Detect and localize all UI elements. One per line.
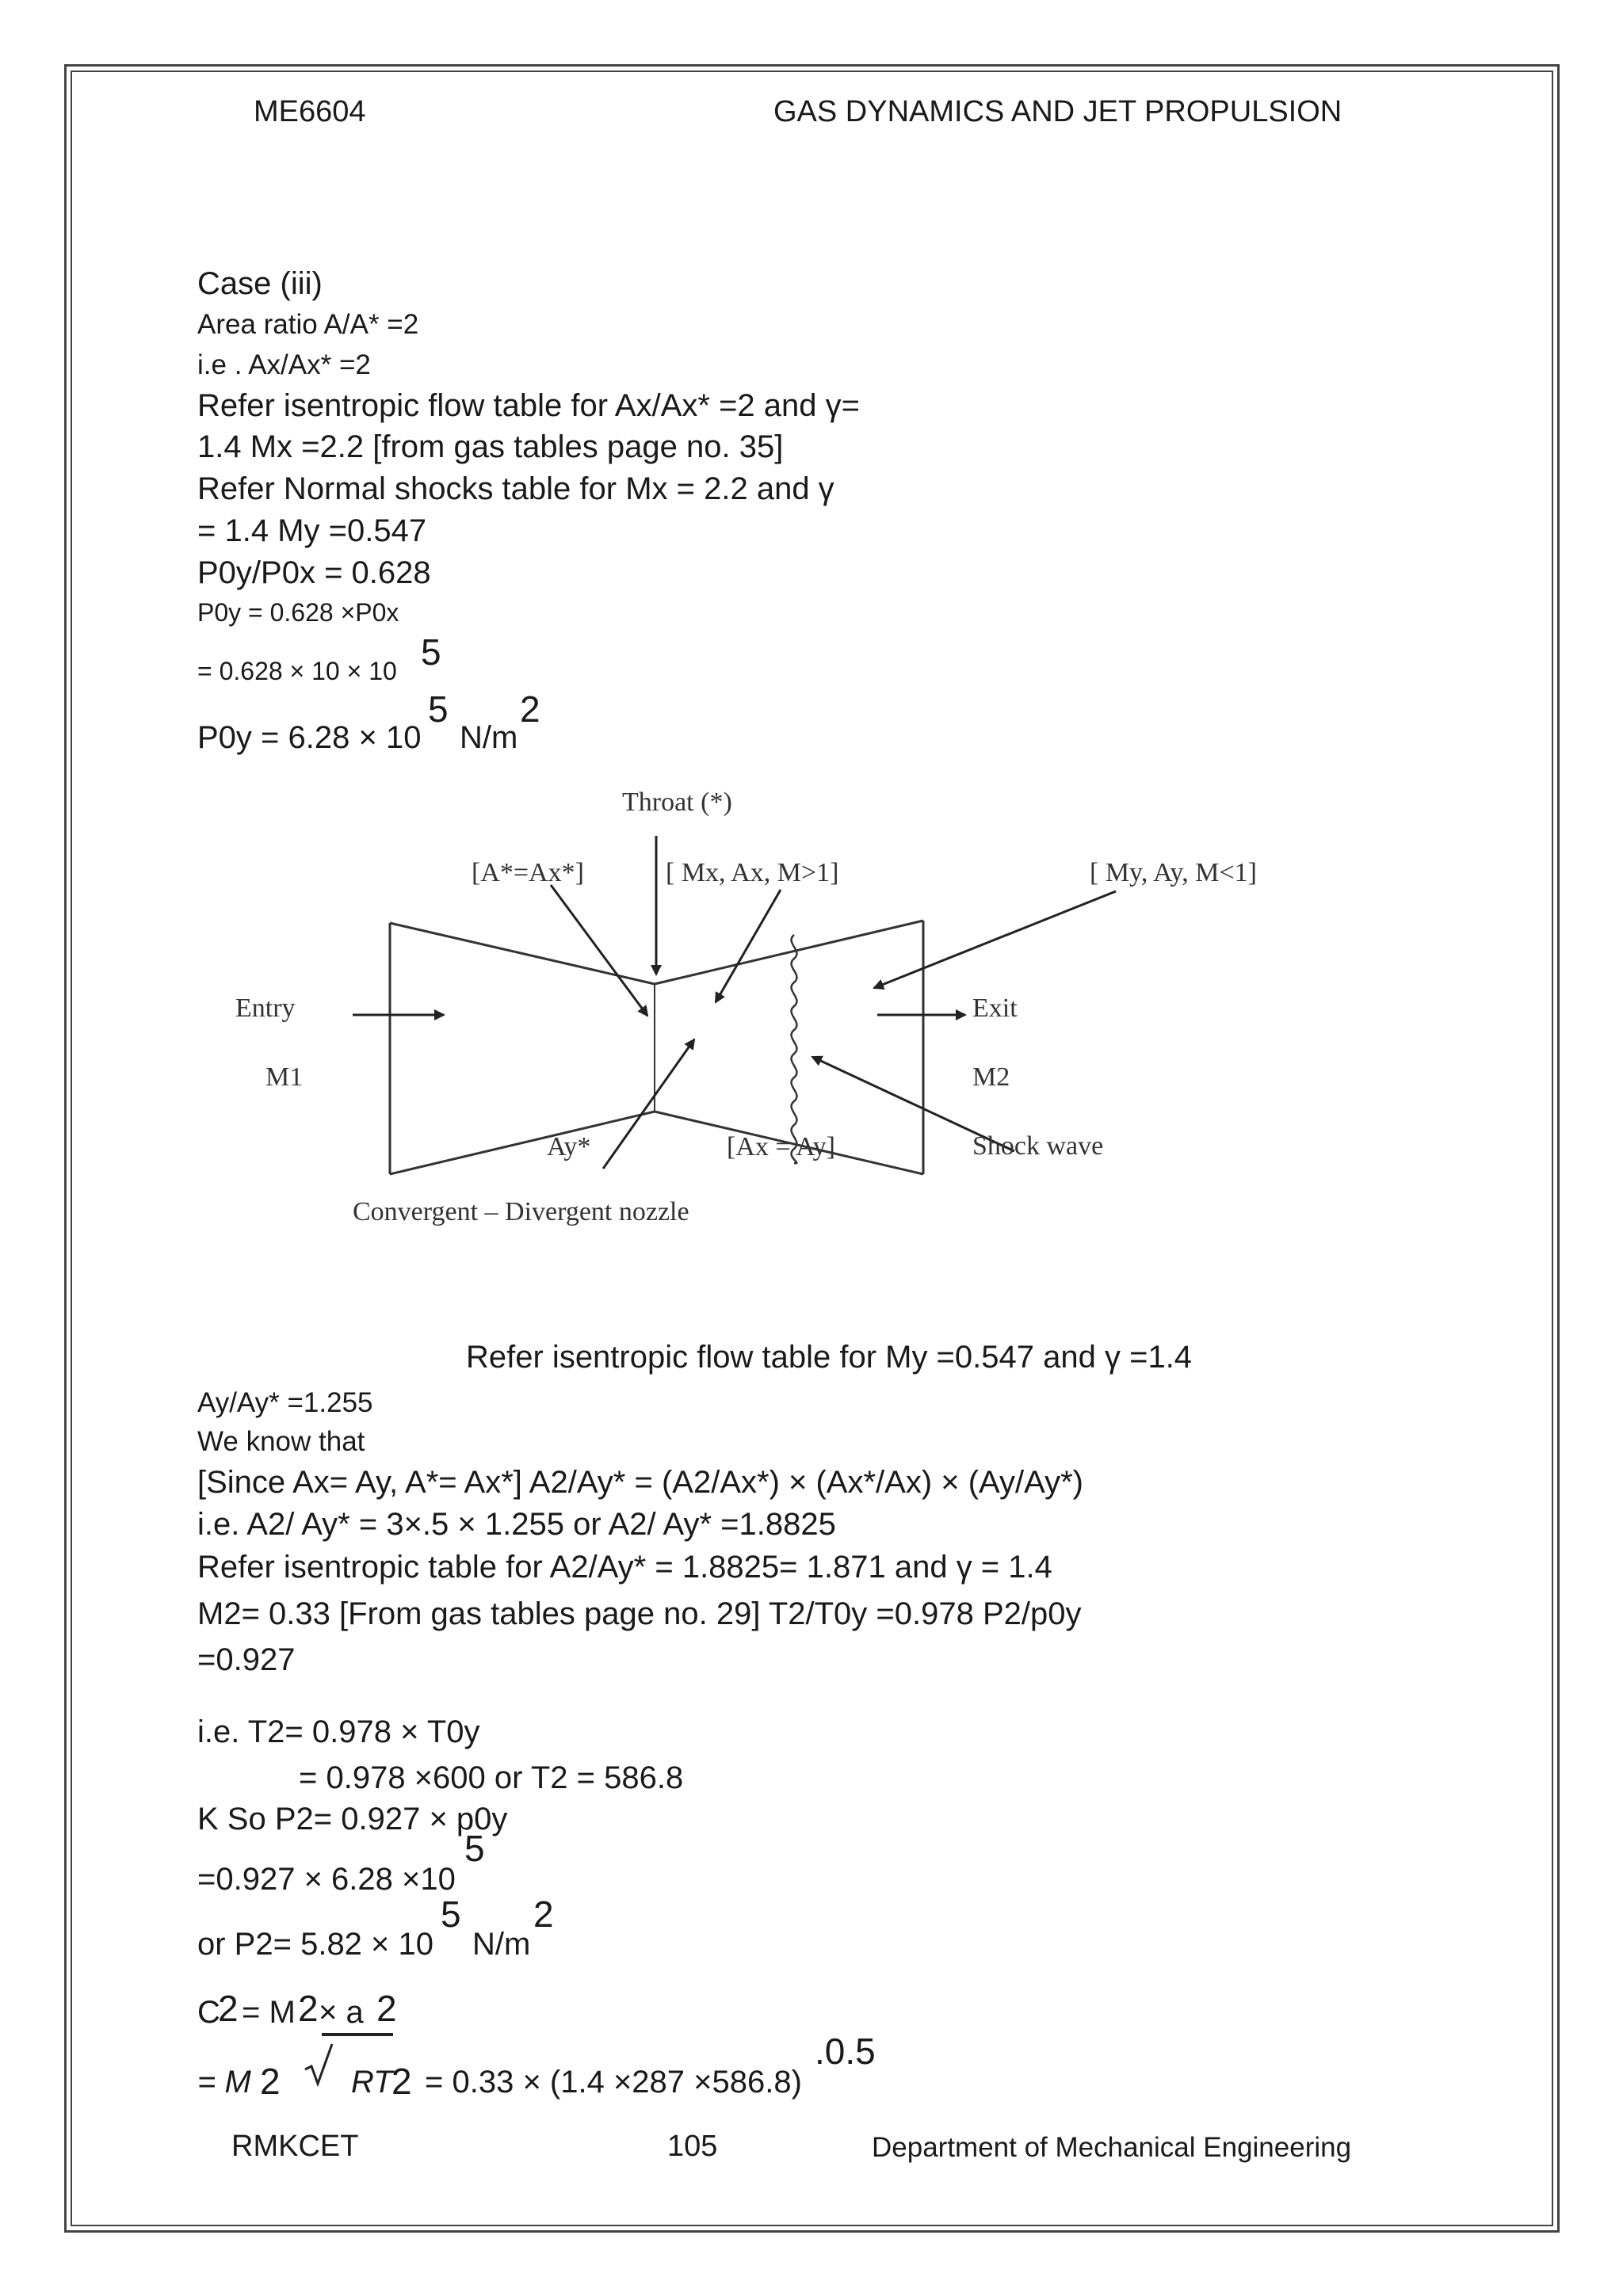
my-ay-arrow bbox=[874, 891, 1116, 988]
c2-times-a: × a bbox=[319, 1995, 364, 2030]
my-ay-label: [ My, Ay, M<1] bbox=[1090, 858, 1257, 887]
p0y-result-unit-exponent: 2 bbox=[520, 688, 540, 730]
p2-calculation-exponent: 5 bbox=[464, 1828, 485, 1869]
sqrt-icon bbox=[304, 2042, 335, 2088]
c2-line2-rt: RT bbox=[351, 2065, 393, 2100]
c2-line2-rt-subscript: 2 bbox=[391, 2061, 412, 2102]
t2-calculation: = 0.978 ×600 or T2 = 586.8 bbox=[299, 1760, 684, 1795]
ie-a2-line: i.e. A2/ Ay* = 3×.5 × 1.255 or A2/ Ay* =1.8825 bbox=[197, 1507, 836, 1542]
c2-line2-expression: = 0.33 × (1.4 ×287 ×586.8) bbox=[425, 2065, 802, 2100]
c2-equals-m: = M bbox=[242, 1995, 296, 2030]
nozzle-divergent-upper-wall bbox=[655, 921, 923, 984]
footer-college: RMKCET bbox=[231, 2130, 359, 2163]
m1-label: M1 bbox=[265, 1062, 304, 1092]
p0y-calculation-exponent: 5 bbox=[421, 631, 441, 673]
a-star-label: [A*=Ax*] bbox=[472, 858, 584, 887]
cd-nozzle-diagram bbox=[222, 780, 1331, 1264]
refer-isentropic-a2-line: Refer isentropic table for A2/Ay* = 1.8825= 1.871 and γ = 1.4 bbox=[197, 1550, 1052, 1585]
p0y-expression: P0y = 0.628 ×P0x bbox=[197, 598, 399, 627]
c2-symbol: C bbox=[197, 1995, 220, 2030]
mx-line: 1.4 Mx =2.2 [from gas tables page no. 35] bbox=[197, 429, 784, 464]
ie-ratio-line: i.e . Ax/Ax* =2 bbox=[197, 349, 371, 380]
nozzle-convergent-lower-wall bbox=[390, 1112, 655, 1174]
c2-line2-m-subscript: 2 bbox=[260, 2061, 281, 2102]
nozzle-convergent-upper-wall bbox=[390, 923, 655, 984]
p2-calculation: =0.927 × 6.28 ×10 bbox=[197, 1862, 456, 1897]
shock-wave-label: Shock wave bbox=[972, 1131, 1104, 1161]
c2-line2-m: = M bbox=[197, 2065, 251, 2100]
ay-star-arrow bbox=[603, 1039, 694, 1169]
throat-label: Throat (*) bbox=[622, 788, 732, 817]
c2-subscript: 2 bbox=[218, 1988, 239, 2029]
refer-isentropic-my-line: Refer isentropic flow table for My =0.547 and γ =1.4 bbox=[466, 1340, 1193, 1375]
ay-star-label: Ay* bbox=[547, 1132, 591, 1161]
p0y-result-exponent: 5 bbox=[428, 688, 449, 730]
p2-result-unit: N/m bbox=[472, 1927, 531, 1962]
my-line: = 1.4 My =0.547 bbox=[197, 513, 427, 548]
page-number: 105 bbox=[667, 2130, 718, 2163]
we-know-line: We know that bbox=[197, 1426, 365, 1457]
shock-wave-line bbox=[792, 935, 797, 1163]
exit-label: Exit bbox=[972, 994, 1018, 1023]
p0y-result-unit: N/m bbox=[460, 720, 518, 755]
refer-isentropic-line: Refer isentropic flow table for Ax/Ax* =2 and γ= bbox=[197, 388, 860, 423]
area-ratio-line: Area ratio A/A* =2 bbox=[197, 309, 419, 340]
refer-normal-shock-line: Refer Normal shocks table for Mx = 2.2 and γ bbox=[197, 471, 834, 506]
footer-department: Department of Mechanical Engineering bbox=[872, 2132, 1352, 2163]
p2-result: or P2= 5.82 × 10 bbox=[197, 1927, 434, 1962]
t2-line: i.e. T2= 0.978 × T0y bbox=[197, 1714, 480, 1749]
diagram-caption: Convergent – Divergent nozzle bbox=[353, 1197, 689, 1226]
course-title: GAS DYNAMICS AND JET PROPULSION bbox=[773, 95, 1342, 128]
sqrt-overline bbox=[322, 2033, 393, 2036]
p0y-calculation: = 0.628 × 10 × 10 bbox=[197, 657, 397, 685]
p0y-ratio-line: P0y/P0x = 0.628 bbox=[197, 555, 431, 590]
entry-label: Entry bbox=[235, 994, 296, 1023]
c2-m-subscript: 2 bbox=[298, 1988, 319, 2029]
p2-result-exponent: 5 bbox=[441, 1894, 461, 1935]
m2-label: M2 bbox=[972, 1062, 1010, 1092]
ay-ratio-line: Ay/Ay* =1.255 bbox=[197, 1387, 373, 1418]
c2-a-subscript: 2 bbox=[376, 1988, 397, 2029]
p0y-result: P0y = 6.28 × 10 bbox=[197, 720, 422, 755]
since-line: [Since Ax= Ay, A*= Ax*] A2/Ay* = (A2/Ax*) × (Ax*/Ax) × (Ay/Ay*) bbox=[197, 1465, 1083, 1500]
p2-ratio-line: =0.927 bbox=[197, 1642, 296, 1677]
k-so-line: K So P2= 0.927 × p0y bbox=[197, 1802, 508, 1836]
a-star-arrow bbox=[551, 885, 647, 1016]
course-code: ME6604 bbox=[254, 95, 366, 128]
ax-ay-label: [Ax = Ay] bbox=[727, 1132, 835, 1161]
case-title: Case (iii) bbox=[197, 266, 323, 301]
m2-line: M2= 0.33 [From gas tables page no. 29] T2/T0y =0.978 P2/p0y bbox=[197, 1596, 1082, 1631]
mx-ax-label: [ Mx, Ax, M>1] bbox=[666, 858, 839, 887]
p2-result-unit-exponent: 2 bbox=[533, 1894, 554, 1935]
mx-ax-arrow bbox=[716, 890, 781, 1002]
c2-line2-exponent: .0.5 bbox=[815, 2031, 876, 2072]
